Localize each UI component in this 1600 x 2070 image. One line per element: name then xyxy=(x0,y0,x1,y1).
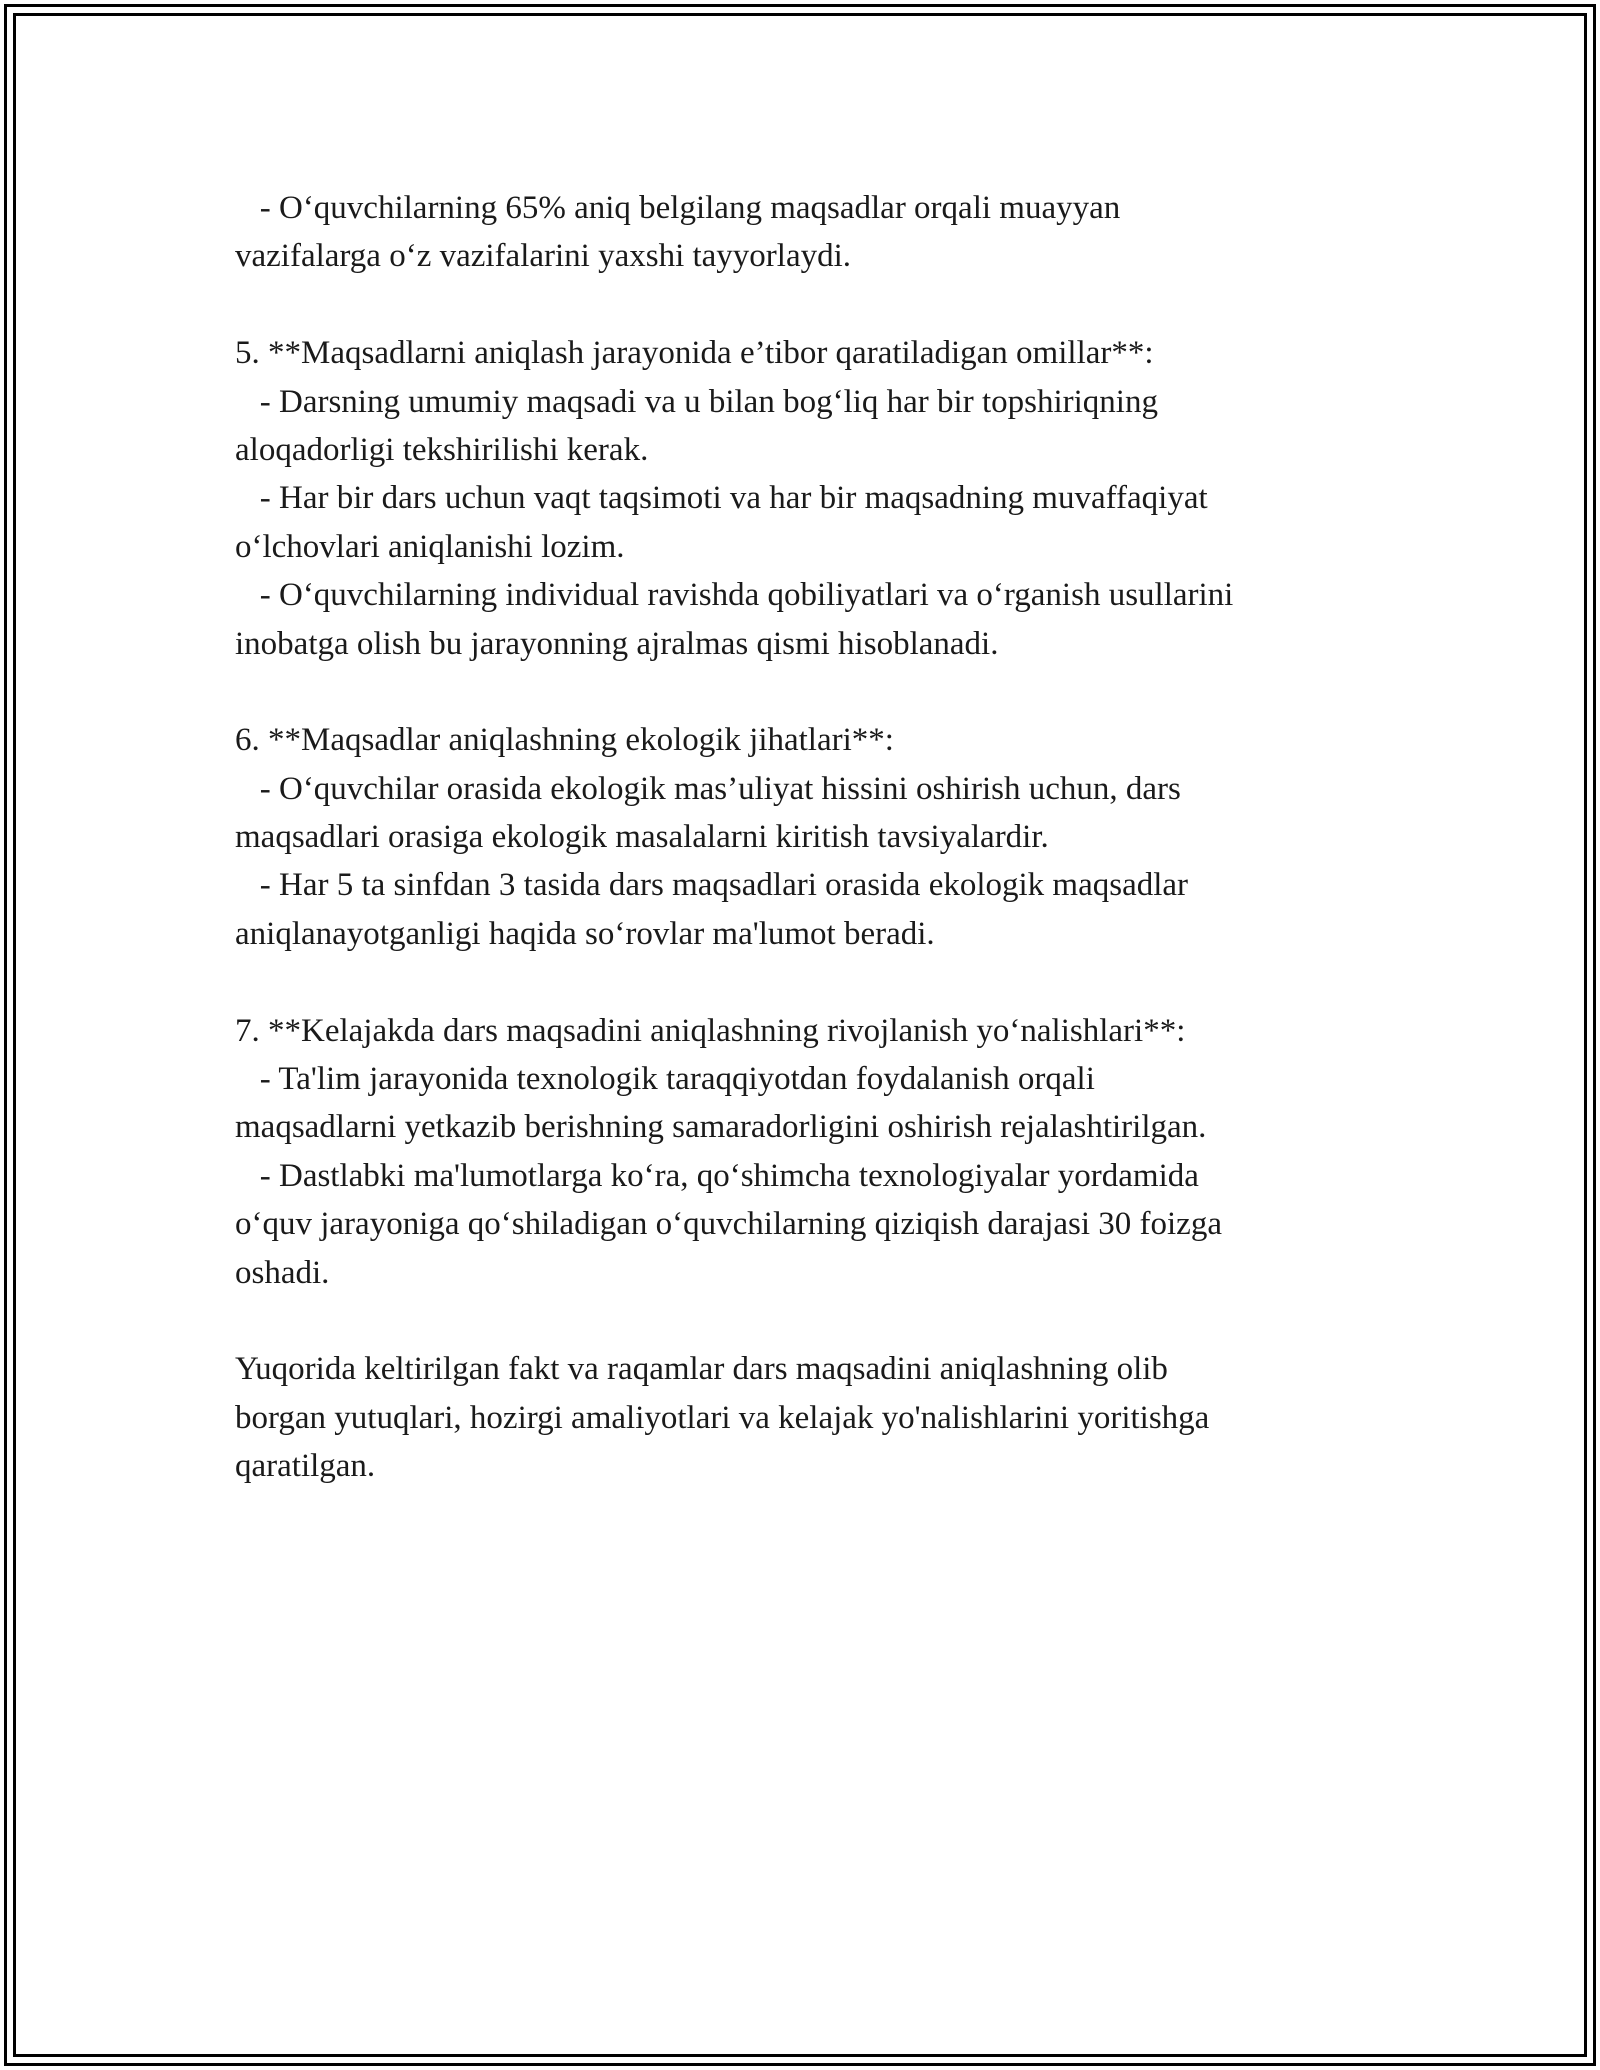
text-line: Yuqorida keltirilgan fakt va raqamlar dars maqsadini aniqlashning olib xyxy=(235,1351,1168,1388)
text-line: - Har bir dars uchun vaqt taqsimoti va har bir maqsadning muvaffaqiyat xyxy=(235,480,1208,517)
section-6 xyxy=(235,716,1365,958)
text-line: maqsadlari orasiga ekologik masalalarni kiritish tavsiyalardir. xyxy=(235,819,1049,856)
text-line: - O‘quvchilar orasida ekologik mas’uliyat hissini oshirish uchun, dars xyxy=(235,770,1181,807)
section-5-heading: 5. **Maqsadlarni aniqlash jarayonida e’tibor qaratiladigan omillar**: xyxy=(235,335,1154,372)
document-body xyxy=(235,184,1365,1491)
text-line: borgan yutuqlari, hozirgi amaliyotlari va kelajak yo'nalishlarini yoritishga xyxy=(235,1399,1210,1436)
section-7 xyxy=(235,1007,1365,1297)
section-5 xyxy=(235,329,1365,668)
text-line: aloqadorligi tekshirilishi kerak. xyxy=(235,431,649,468)
text-line: o‘quv jarayoniga qo‘shiladigan o‘quvchilarning qiziqish darajasi 30 foizga xyxy=(235,1206,1222,1243)
text-line: - O‘quvchilarning 65% aniq belgilang maqsadlar orqali muayyan xyxy=(235,190,1121,226)
paragraph-gap xyxy=(235,958,1365,1006)
intro-paragraph xyxy=(235,184,1365,281)
text-line: o‘lchovlari aniqlanishi lozim. xyxy=(235,528,625,565)
paragraph-gap xyxy=(235,1297,1365,1345)
section-6-heading: 6. **Maqsadlar aniqlashning ekologik jihatlari**: xyxy=(235,722,894,759)
text-line: qaratilgan. xyxy=(235,1448,376,1485)
text-line: oshadi. xyxy=(235,1254,330,1291)
section-7-heading: 7. **Kelajakda dars maqsadini aniqlashning rivojlanish yo‘nalishlari**: xyxy=(235,1012,1186,1049)
text-line: aniqlanayotganligi haqida so‘rovlar ma'lumot beradi. xyxy=(235,915,935,952)
text-line: - Darsning umumiy maqsadi va u bilan bog‘liq har bir topshiriqning xyxy=(235,383,1158,420)
conclusion-paragraph xyxy=(235,1345,1365,1490)
text-line: - Har 5 ta sinfdan 3 tasida dars maqsadlari orasida ekologik maqsadlar xyxy=(235,867,1189,904)
text-line: - Dastlabki ma'lumotlarga ko‘ra, qo‘shimcha texnologiyalar yordamida xyxy=(235,1157,1199,1194)
paragraph-gap xyxy=(235,668,1365,716)
text-line: vazifalarga o‘z vazifalarini yaxshi tayyorlaydi. xyxy=(235,238,852,275)
text-line: maqsadlarni yetkazib berishning samaradorligini oshirish rejalashtirilgan. xyxy=(235,1109,1207,1146)
paragraph-gap xyxy=(235,281,1365,329)
text-line: - O‘quvchilarning individual ravishda qobiliyatlari va o‘rganish usullarini xyxy=(235,577,1234,614)
text-line: inobatga olish bu jarayonning ajralmas qismi hisoblanadi. xyxy=(235,625,999,662)
text-line: - Ta'lim jarayonida texnologik taraqqiyotdan foydalanish orqali xyxy=(235,1061,1095,1098)
